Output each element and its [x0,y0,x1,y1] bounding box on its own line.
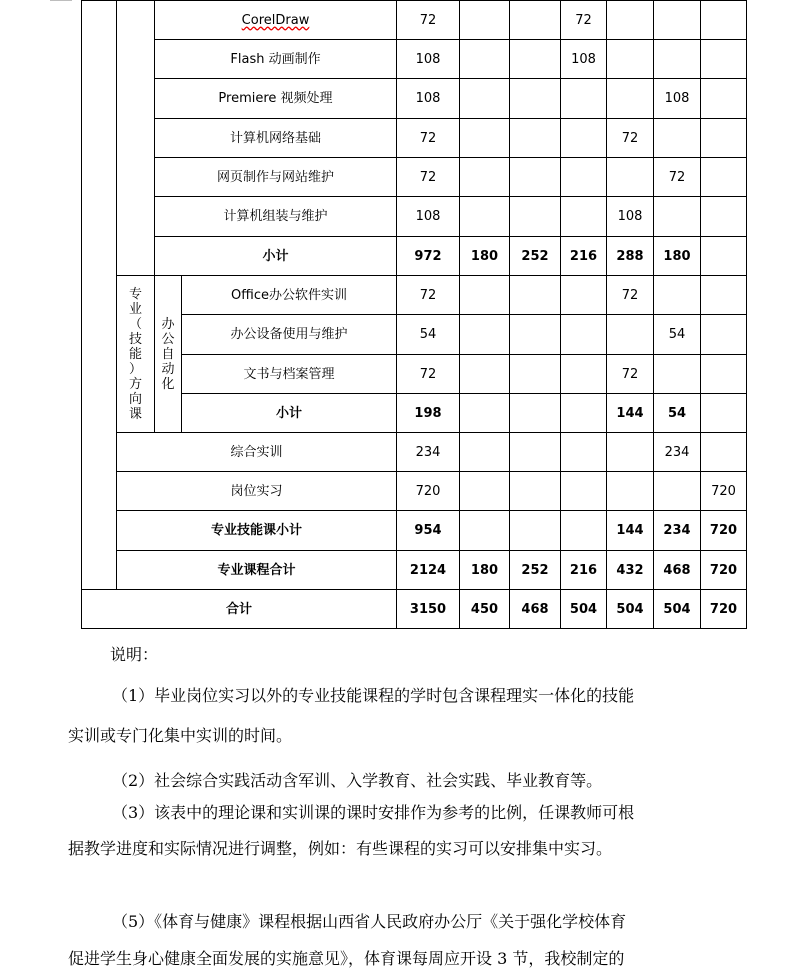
semester-6-hours [701,79,747,119]
office-automation-label [155,276,182,433]
table-row [82,511,747,551]
table-row [82,355,747,394]
semester-6-hours [701,433,747,472]
semester-5-hours: 234 [654,511,701,551]
semester-3-hours [561,394,607,433]
semester-5-hours: 54 [654,315,701,355]
semester-3-hours [561,355,607,394]
semester-4-hours: 144 [607,394,654,433]
semester-5-hours [654,276,701,315]
course-name: 文书与档案管理 [182,355,397,394]
subtotal-label: 小计 [155,237,397,276]
semester-1-hours [460,119,510,158]
course-name: CorelDraw [155,1,397,40]
semester-4-hours: 72 [607,276,654,315]
semester-2-hours [510,433,561,472]
semester-3-hours [561,119,607,158]
vertical-char: 公 [161,331,175,347]
total-hours: 54 [397,315,460,355]
semester-5-hours [654,40,701,79]
semester-1-hours [460,197,510,237]
semester-6-hours [701,119,747,158]
semester-2-hours [510,472,561,511]
semester-1-hours [460,1,510,40]
semester-1-hours: 180 [460,551,510,590]
course-name: 计算机网络基础 [155,119,397,158]
semester-3-hours [561,197,607,237]
note-3-line-2: 据教学进度和实际情况进行调整，例如：有些课程的实习可以安排集中实习。 [68,839,613,858]
semester-2-hours [510,119,561,158]
semester-4-hours [607,433,654,472]
total-hours: 2124 [397,551,460,590]
semester-6-hours [701,237,747,276]
semester-3-hours [561,433,607,472]
semester-5-hours: 180 [654,237,701,276]
semester-1-hours [460,315,510,355]
semester-4-hours [607,79,654,119]
grand-total-label: 合计 [82,590,397,629]
table-row [82,237,747,276]
vertical-char: 办 [161,316,175,332]
semester-2-hours [510,197,561,237]
table-row [82,1,747,40]
total-hours: 972 [397,237,460,276]
total-hours: 72 [397,119,460,158]
semester-6-hours [701,1,747,40]
semester-5-hours [654,355,701,394]
semester-1-hours [460,40,510,79]
outer-category-cell [82,1,117,590]
semester-3-hours [561,472,607,511]
subtotal-label: 小计 [182,394,397,433]
semester-3-hours [561,276,607,315]
course-name: 综合实训 [117,433,397,472]
vertical-char: 自 [161,346,175,362]
semester-5-hours: 504 [654,590,701,629]
semester-4-hours: 504 [607,590,654,629]
semester-4-hours [607,158,654,197]
vertical-char: 能 [128,346,142,362]
semester-1-hours [460,276,510,315]
total-hours: 954 [397,511,460,551]
page-corner-mark-left [50,0,72,1]
semester-1-hours [460,511,510,551]
semester-2-hours [510,394,561,433]
course-name: 网页制作与网站维护 [155,158,397,197]
professional-total-label: 专业课程合计 [117,551,397,590]
semester-5-hours: 234 [654,433,701,472]
semester-2-hours [510,40,561,79]
semester-3-hours: 108 [561,40,607,79]
table-row [82,276,747,315]
semester-2-hours: 252 [510,551,561,590]
semester-2-hours [510,276,561,315]
vertical-char: 方 [128,376,142,392]
table-row [82,472,747,511]
semester-1-hours: 450 [460,590,510,629]
notes-heading: 说明： [110,645,159,664]
total-hours: 198 [397,394,460,433]
semester-1-hours: 180 [460,237,510,276]
table-row [82,119,747,158]
semester-5-hours: 72 [654,158,701,197]
table-row [82,158,747,197]
semester-6-hours: 720 [701,551,747,590]
semester-4-hours: 144 [607,511,654,551]
note-1-line-2: 实训或专门化集中实训的时间。 [68,726,293,745]
semester-6-hours [701,394,747,433]
note-2: （2）社会综合实践活动含军训、入学教育、社会实践、毕业教育等。 [112,771,603,790]
semester-5-hours [654,472,701,511]
semester-5-hours [654,1,701,40]
semester-1-hours [460,472,510,511]
semester-6-hours: 720 [701,590,747,629]
total-hours: 108 [397,197,460,237]
vertical-char: 动 [161,361,175,377]
course-name: Premiere 视频处理 [155,79,397,119]
semester-3-hours: 216 [561,551,607,590]
semester-4-hours [607,472,654,511]
table-row [82,197,747,237]
total-hours: 720 [397,472,460,511]
total-hours: 72 [397,158,460,197]
table-row [82,590,747,629]
semester-6-hours: 720 [701,472,747,511]
semester-3-hours: 72 [561,1,607,40]
table-row [82,79,747,119]
semester-5-hours: 54 [654,394,701,433]
vertical-char: 技 [128,331,142,347]
semester-5-hours [654,197,701,237]
total-hours: 72 [397,276,460,315]
total-hours: 234 [397,433,460,472]
semester-2-hours [510,511,561,551]
semester-3-hours [561,511,607,551]
vertical-char: 化 [161,376,175,392]
semester-4-hours: 288 [607,237,654,276]
semester-3-hours [561,315,607,355]
semester-3-hours [561,158,607,197]
table-row [82,394,747,433]
total-hours: 108 [397,79,460,119]
vertical-char: ） [128,361,142,377]
table-row [82,315,747,355]
course-hours-table [81,0,747,629]
total-hours: 72 [397,355,460,394]
semester-4-hours [607,315,654,355]
total-hours: 72 [397,1,460,40]
vertical-char: （ [128,316,142,332]
semester-3-hours [561,79,607,119]
semester-6-hours [701,197,747,237]
semester-6-hours [701,158,747,197]
semester-4-hours [607,40,654,79]
semester-5-hours: 468 [654,551,701,590]
skill-subtotal-label: 专业技能课小计 [117,511,397,551]
note-3-line-1: （3）该表中的理论课和实训课的课时安排作为参考的比例，任课教师可根 [112,803,635,822]
course-name: Flash 动画制作 [155,40,397,79]
course-name: 计算机组装与维护 [155,197,397,237]
semester-1-hours [460,355,510,394]
semester-6-hours [701,355,747,394]
vertical-char: 专 [128,286,142,302]
note-5-line-1: （5）《体育与健康》课程根据山西省人民政府办公厅《关于强化学校体育 [112,912,627,931]
semester-4-hours: 72 [607,355,654,394]
course-name: 岗位实习 [117,472,397,511]
semester-2-hours [510,315,561,355]
vertical-char: 业 [128,301,142,317]
total-hours: 108 [397,40,460,79]
total-hours: 3150 [397,590,460,629]
semester-5-hours [654,119,701,158]
semester-2-hours [510,1,561,40]
semester-4-hours: 432 [607,551,654,590]
direction-course-label [117,276,155,433]
semester-2-hours: 252 [510,237,561,276]
note-1-line-1: （1）毕业岗位实习以外的专业技能课程的学时包含课程理实一体化的技能 [112,686,635,705]
semester-3-hours: 504 [561,590,607,629]
course-name: 办公设备使用与维护 [182,315,397,355]
semester-6-hours: 720 [701,511,747,551]
semester-2-hours: 468 [510,590,561,629]
vertical-char: 向 [128,391,142,407]
semester-1-hours [460,79,510,119]
vertical-char: 课 [128,406,142,422]
semester-1-hours [460,394,510,433]
semester-2-hours [510,158,561,197]
table-row [82,551,747,590]
semester-4-hours: 108 [607,197,654,237]
semester-5-hours: 108 [654,79,701,119]
semester-6-hours [701,276,747,315]
table-row [82,40,747,79]
sub-category-cell [117,1,155,276]
note-5-line-2: 促进学生身心健康全面发展的实施意见》，体育课每周应开设 3 节，我校制定的 [68,949,625,968]
semester-6-hours [701,315,747,355]
semester-2-hours [510,355,561,394]
semester-3-hours: 216 [561,237,607,276]
course-name: Office办公软件实训 [182,276,397,315]
semester-1-hours [460,158,510,197]
semester-1-hours [460,433,510,472]
semester-6-hours [701,40,747,79]
semester-4-hours [607,1,654,40]
semester-2-hours [510,79,561,119]
semester-4-hours: 72 [607,119,654,158]
table-row [82,433,747,472]
